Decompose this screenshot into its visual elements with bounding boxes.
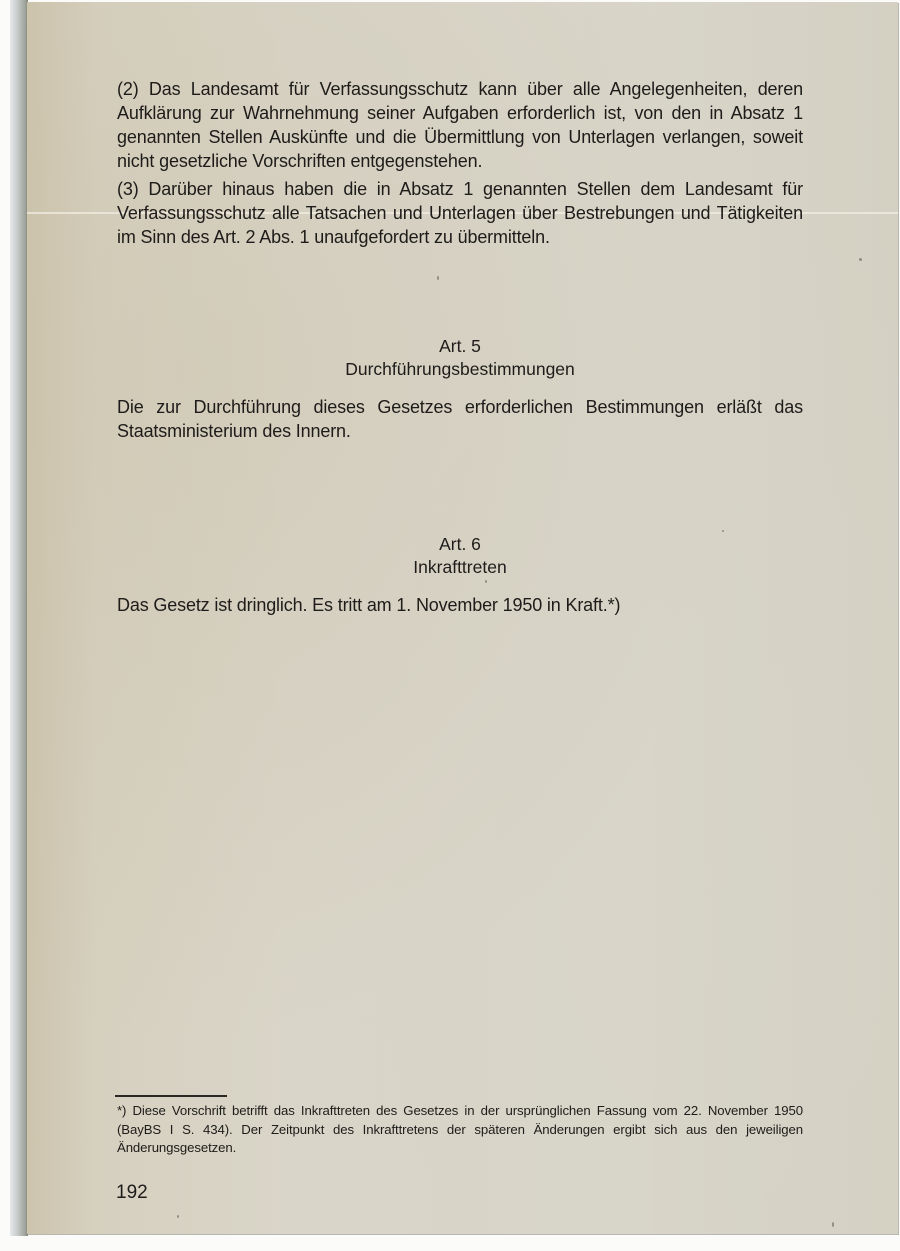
paper-speck <box>437 276 439 280</box>
paragraph-3 <box>117 177 803 249</box>
article-5 <box>117 335 803 443</box>
paragraph-2 <box>117 77 803 173</box>
document-page <box>27 2 898 1234</box>
paragraph-3-text: (3) Darüber hinaus haben die in Absatz 1 genannten Stellen dem Landesamt für Verfassungsschutz alle Tatsachen und Unterlagen über Bestrebungen und Tätigkeiten im Sinn des Art. 2 Abs. 1 unaufgefordert zu übermitteln. <box>117 179 803 247</box>
book-spine-edge <box>10 0 28 1236</box>
footnote <box>117 1102 803 1158</box>
article-6 <box>117 533 803 617</box>
article-6-body: Das Gesetz ist dringlich. Es tritt am 1. November 1950 in Kraft.*) <box>117 595 621 615</box>
article-5-number: Art. 5 <box>439 336 481 356</box>
article-6-number: Art. 6 <box>439 534 481 554</box>
footnote-text: *) Diese Vorschrift betrifft das Inkrafttreten des Gesetzes in der ursprünglichen Fassung vom 22. November 1950 (BayBS I S. 434). Der Zeitpunkt des Inkrafttretens der späteren Änderungen ergibt sich aus den jeweiligen Änderungsgesetzen. <box>117 1103 803 1155</box>
paper-speck <box>177 1215 179 1218</box>
paragraph-2-text: (2) Das Landesamt für Verfassungsschutz kann über alle Angelegenheiten, deren Aufklärung zur Wahrnehmung seiner Aufgaben erforderlich ist, von den in Absatz 1 genannten Stellen Auskünfte und die Übermittlung von Unterlagen verlangen, soweit nicht gesetzliche Vorschriften entgegenstehen. <box>117 79 803 171</box>
paper-speck <box>859 258 862 261</box>
article-6-title: Inkrafttreten <box>413 557 507 577</box>
paper-speck <box>832 1222 834 1227</box>
footnote-divider <box>115 1095 227 1097</box>
article-5-title: Durchführungsbestimmungen <box>345 359 575 379</box>
page-number: 192 <box>116 1182 148 1203</box>
article-5-body: Die zur Durchführung dieses Gesetzes erforderlichen Bestimmungen erläßt das Staatsministerium des Innern. <box>117 397 803 441</box>
paper-speck <box>722 530 724 532</box>
